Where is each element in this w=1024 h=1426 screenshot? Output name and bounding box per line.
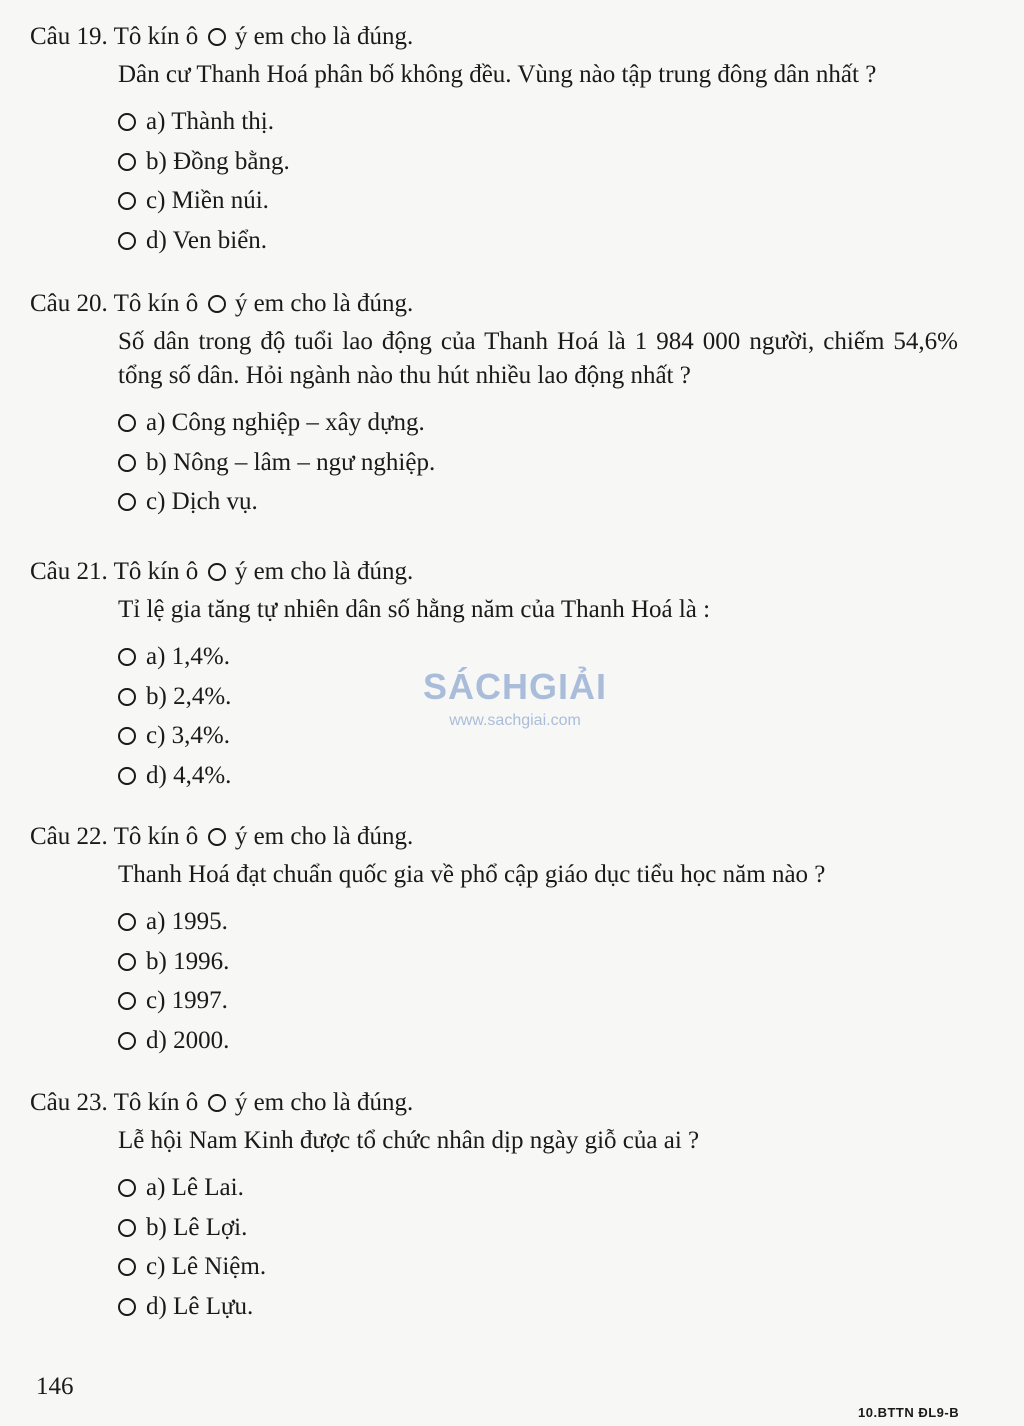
answer-option[interactable] [118,756,990,796]
answer-bubble-icon[interactable] [118,1032,136,1050]
answer-option[interactable] [118,942,990,982]
question-20 [30,287,990,522]
option-label: c) 3,4%. [146,722,230,749]
question-19 [30,20,990,260]
instruction-text: Tô kín ô [113,823,199,850]
answer-bubble-icon[interactable] [118,1258,136,1276]
option-label: d) 2000. [146,1026,230,1054]
question-23 [30,1086,990,1326]
watermark [410,664,620,732]
answer-bubble-icon[interactable] [118,992,136,1010]
answer-option[interactable] [118,1247,990,1287]
option-label: a) Thành thị. [146,108,274,135]
answer-bubble-icon[interactable] [118,232,136,250]
answer-bubble-icon [208,563,226,581]
question-text: Dân cư Thanh Hoá phân bố không đều. Vùng nào tập trung đông dân nhất ? [118,61,877,88]
answer-option[interactable] [118,181,990,221]
answer-bubble-icon [208,295,226,313]
answer-bubble-icon[interactable] [118,414,136,432]
instruction-text: ý em cho là đúng. [234,558,414,585]
answer-options [118,403,990,522]
question-header [30,555,990,589]
answer-options [118,902,990,1060]
question-number: Câu 21. [30,558,108,585]
option-label: d) Lê Lựu. [146,1292,254,1320]
answer-bubble-icon[interactable] [118,1219,136,1237]
option-label: b) 1996. [146,947,230,975]
answer-bubble-icon[interactable] [118,153,136,171]
footer-code: 10.BTTN ĐL9-B [858,1405,960,1420]
question-text: Số dân trong độ tuổi lao động của Thanh Hoá là 1 984 000 người, chiếm 54,6% tổng số dân. Hỏi ngành nào thu hút nhiều lao động nhất ? [118,328,958,389]
option-label: a) 1,4%. [146,643,230,670]
option-label: b) Đồng bằng. [146,147,290,175]
option-label: c) Lê Niệm. [146,1253,267,1280]
answer-bubble-icon [208,1094,226,1112]
answer-option[interactable] [118,902,990,942]
answer-option[interactable] [118,221,990,261]
question-number: Câu 20. [30,290,108,317]
answer-option[interactable] [118,482,990,522]
answer-bubble-icon[interactable] [118,1298,136,1316]
answer-bubble-icon[interactable] [118,493,136,511]
question-number: Câu 23. [30,1089,108,1116]
option-label: b) 2,4%. [146,682,232,710]
answer-bubble-icon[interactable] [118,454,136,472]
instruction-text: ý em cho là đúng. [234,823,414,850]
answer-bubble-icon[interactable] [118,113,136,131]
answer-bubble-icon[interactable] [118,727,136,745]
answer-options [118,102,990,260]
answer-option[interactable] [118,403,990,443]
instruction-text: Tô kín ô [113,23,199,50]
question-text: Lễ hội Nam Kinh được tổ chức nhân dịp ngày giỗ của ai ? [118,1127,700,1154]
answer-option[interactable] [118,1168,990,1208]
instruction-text: ý em cho là đúng. [234,23,414,50]
question-number: Câu 22. [30,823,108,850]
instruction-text: ý em cho là đúng. [234,1089,414,1116]
answer-option[interactable] [118,102,990,142]
answer-bubble-icon[interactable] [118,1179,136,1197]
answer-bubble-icon [208,28,226,46]
option-label: a) Công nghiệp – xây dựng. [146,409,425,436]
answer-option[interactable] [118,981,990,1021]
question-header [30,820,990,854]
answer-bubble-icon[interactable] [118,767,136,785]
question-22 [30,820,990,1060]
answer-bubble-icon[interactable] [118,688,136,706]
option-label: c) 1997. [146,987,228,1014]
answer-bubble-icon[interactable] [118,192,136,210]
instruction-text: Tô kín ô [113,558,199,585]
option-label: b) Lê Lợi. [146,1213,248,1241]
watermark-url: www.sachgiai.com [449,712,581,729]
option-label: d) Ven biển. [146,226,268,254]
question-text: Thanh Hoá đạt chuẩn quốc gia về phổ cập giáo dục tiểu học năm nào ? [118,861,826,888]
instruction-text: Tô kín ô [113,1089,199,1116]
answer-option[interactable] [118,1287,990,1327]
answer-bubble-icon[interactable] [118,648,136,666]
page-number: 146 [36,1373,74,1400]
instruction-text: ý em cho là đúng. [234,290,414,317]
answer-bubble-icon[interactable] [118,953,136,971]
option-label: d) 4,4%. [146,761,232,789]
question-header [30,287,990,321]
question-number: Câu 19. [30,23,108,50]
question-header [30,20,990,54]
instruction-text: Tô kín ô [113,290,199,317]
watermark-logo: SÁCHGIẢI [422,666,607,707]
question-text: Tỉ lệ gia tăng tự nhiên dân số hằng năm của Thanh Hoá là : [118,596,711,623]
option-label: a) Lê Lai. [146,1174,244,1201]
answer-option[interactable] [118,142,990,182]
answer-option[interactable] [118,1021,990,1061]
question-header [30,1086,990,1120]
option-label: a) 1995. [146,908,228,935]
answer-bubble-icon [208,828,226,846]
option-label: c) Miền núi. [146,187,269,214]
option-label: b) Nông – lâm – ngư nghiệp. [146,448,436,476]
answer-bubble-icon[interactable] [118,913,136,931]
answer-options [118,1168,990,1326]
answer-option[interactable] [118,1208,990,1248]
answer-option[interactable] [118,443,990,483]
option-label: c) Dịch vụ. [146,488,258,515]
